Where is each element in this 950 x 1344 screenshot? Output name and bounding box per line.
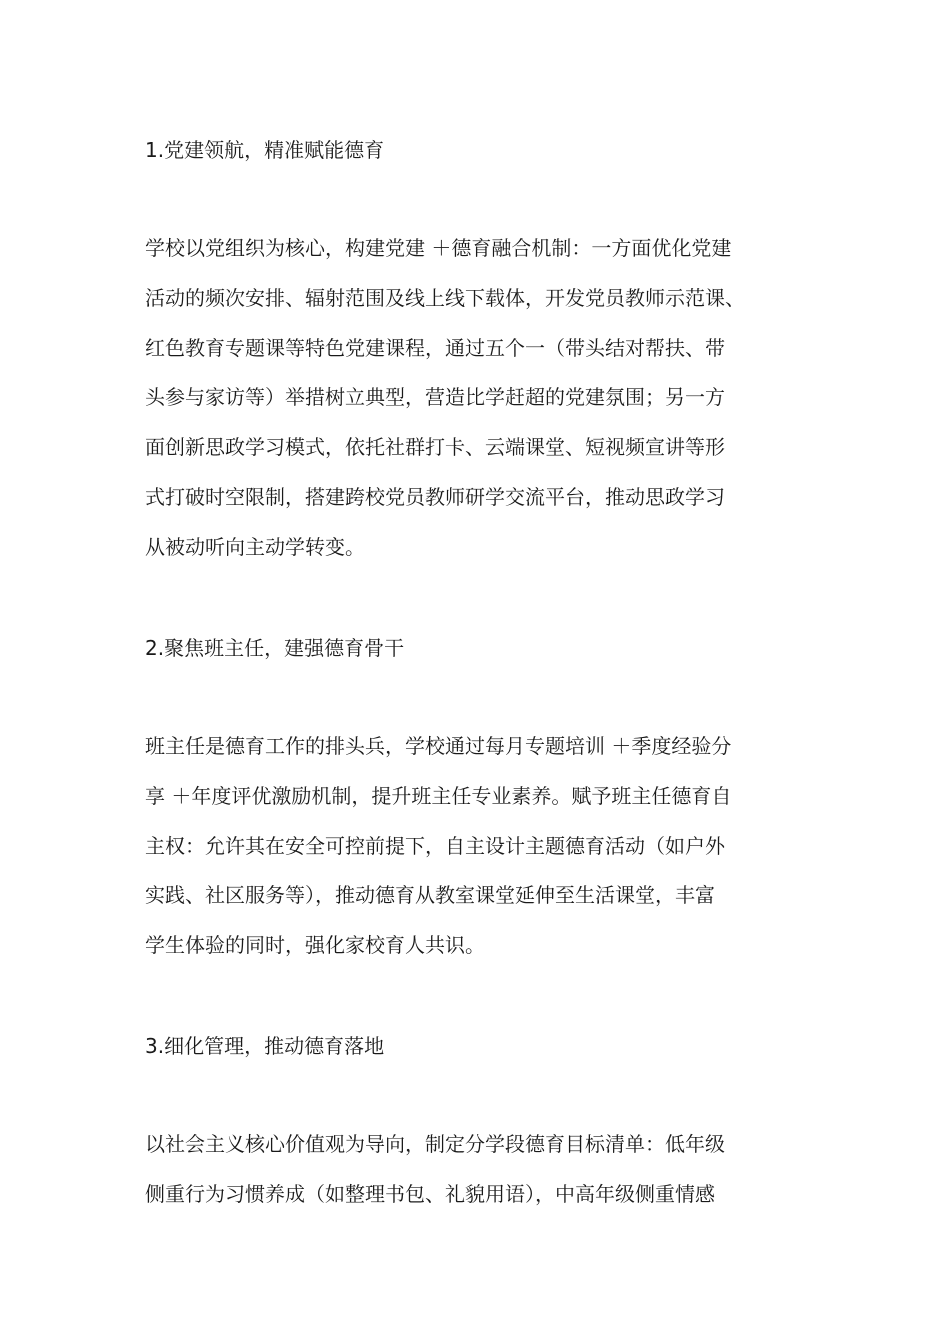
paragraph-line: 头参与家访等）举措树立典型，营造比学赶超的党建氛围；另一方: [145, 385, 725, 410]
paragraph-line: 式打破时空限制，搭建跨校党员教师研学交流平台，推动思政学习: [145, 484, 725, 509]
section-heading: 2.聚焦班主任，建强德育骨干: [145, 636, 405, 660]
paragraph-line: 主权：允许其在安全可控前提下，自主设计主题德育活动（如户外: [145, 833, 725, 858]
paragraph-line: 班主任是德育工作的排头兵，学校通过每月专题培训 ＋季度经验分: [145, 734, 732, 758]
section-paragraph: [145, 224, 835, 573]
paragraph-line: 学生体验的同时，强化家校育人共识。: [145, 933, 485, 958]
paragraph-line: 侧重行为习惯养成（如整理书包、礼貌用语），中高年级侧重情感: [145, 1181, 715, 1206]
paragraph-line: 享 ＋年度评优激励机制，提升班主任专业素养。赋予班主任德育自: [145, 783, 732, 808]
section-heading: 3.细化管理，推动德育落地: [145, 1034, 385, 1058]
section-heading: 1.党建领航，精准赋能德育: [145, 138, 385, 162]
paragraph-line: 实践、社区服务等），推动德育从教室课堂延伸至生活课堂，丰富: [145, 883, 715, 908]
paragraph-line: 学校以党组织为核心，构建党建 ＋德育融合机制：一方面优化党建: [145, 236, 732, 260]
section-paragraph: [145, 1120, 835, 1220]
paragraph-line: 活动的频次安排、辐射范围及线上线下载体，开发党员教师示范课、: [145, 285, 745, 310]
paragraph-line: 以社会主义核心价值观为导向，制定分学段德育目标清单：低年级: [145, 1132, 725, 1156]
paragraph-line: 红色教育专题课等特色党建课程，通过五个一（带头结对帮扶、带: [145, 335, 725, 360]
paragraph-line: 从被动听向主动学转变。: [145, 534, 365, 559]
section-paragraph: [145, 722, 835, 971]
paragraph-line: 面创新思政学习模式，依托社群打卡、云端课堂、短视频宣讲等形: [145, 435, 725, 460]
